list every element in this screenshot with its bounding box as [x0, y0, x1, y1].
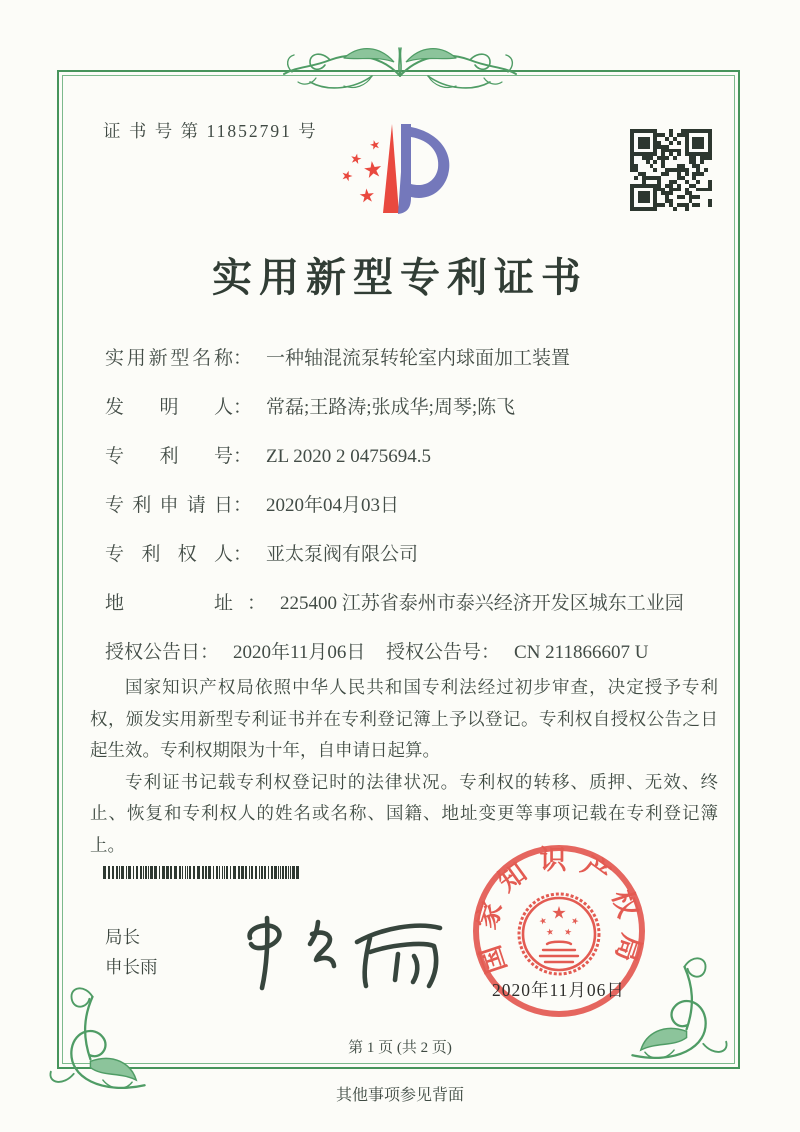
certificate-title: 实用新型专利证书 — [212, 255, 588, 300]
field-label: 授权公告日 — [105, 642, 201, 663]
legal-paragraph: 国家知识产权局依照中华人民共和国专利法经过初步审查，决定授予专利权，颁发实用新型专利证书并在专利登记簿上予以登记。专利权自授权公告之日起生效。专利权期限为十年，自申请日起算。 — [90, 677, 718, 760]
field-patent-number — [105, 445, 705, 469]
reverse-side-note: 其他事项参见背面 — [335, 1087, 464, 1104]
field-value: 常磊;王路涛;张成华;周琴;陈飞 — [266, 397, 516, 418]
signer-block — [105, 922, 158, 982]
field-grant-number — [386, 641, 648, 665]
field-value: ZL 2020 2 0475694.5 — [266, 446, 432, 467]
certificate-number: 证 书 号 第 11852791 号 — [103, 121, 318, 141]
field-value: 一种轴混流泵转轮室内球面加工装置 — [266, 348, 571, 369]
field-label: 专利申请日 — [105, 495, 233, 516]
field-value: 2020年11月06日 — [233, 642, 366, 663]
legal-text — [90, 672, 718, 861]
commissioner-signature — [222, 886, 447, 996]
field-value: 225400 江苏省泰州市泰兴经济开发区城东工业园 — [280, 593, 684, 614]
field-label: 专利权人 — [105, 544, 233, 565]
barcode — [103, 866, 304, 879]
field-label: 地址 — [105, 593, 233, 614]
colon: ： — [233, 495, 253, 516]
colon: ： — [233, 446, 253, 467]
field-inventors — [105, 396, 705, 420]
seal-ring-text: 国家知识产权局 — [471, 845, 647, 977]
signer-title: 局长 — [105, 927, 140, 947]
field-list — [105, 347, 705, 690]
colon: ： — [247, 593, 267, 614]
field-label: 授权公告号 — [386, 642, 482, 663]
field-label: 专利号 — [105, 446, 233, 467]
field-label: 实用新型名称 — [105, 348, 233, 369]
colon: ： — [233, 397, 253, 418]
colon: ： — [233, 348, 253, 369]
field-value: CN 211866607 U — [514, 642, 649, 663]
field-value: 2020年04月03日 — [266, 495, 400, 516]
field-patentee — [105, 543, 705, 567]
field-grant-date — [105, 641, 386, 665]
seal-date: 2020年11月06日 — [492, 980, 625, 1000]
field-utility-model-name — [105, 347, 705, 371]
legal-paragraph: 专利证书记载专利权登记时的法律状况。专利权的转移、质押、无效、终止、恢复和专利权人的姓名或名称、国籍、地址变更等事项记载在专利登记簿上。 — [90, 771, 718, 855]
field-address — [105, 592, 705, 616]
field-filing-date — [105, 494, 705, 518]
field-grant-row — [105, 641, 705, 665]
page-number: 第 1 页 (共 2 页) — [348, 1040, 452, 1056]
signer-name: 申长雨 — [105, 957, 158, 977]
colon: ： — [233, 544, 253, 565]
cnipa-logo — [335, 112, 460, 230]
colon: ： — [481, 642, 501, 663]
colon: ： — [200, 642, 220, 663]
field-label: 发明人 — [105, 397, 233, 418]
field-value: 亚太泵阀有限公司 — [266, 544, 419, 565]
qr-code — [630, 129, 712, 211]
